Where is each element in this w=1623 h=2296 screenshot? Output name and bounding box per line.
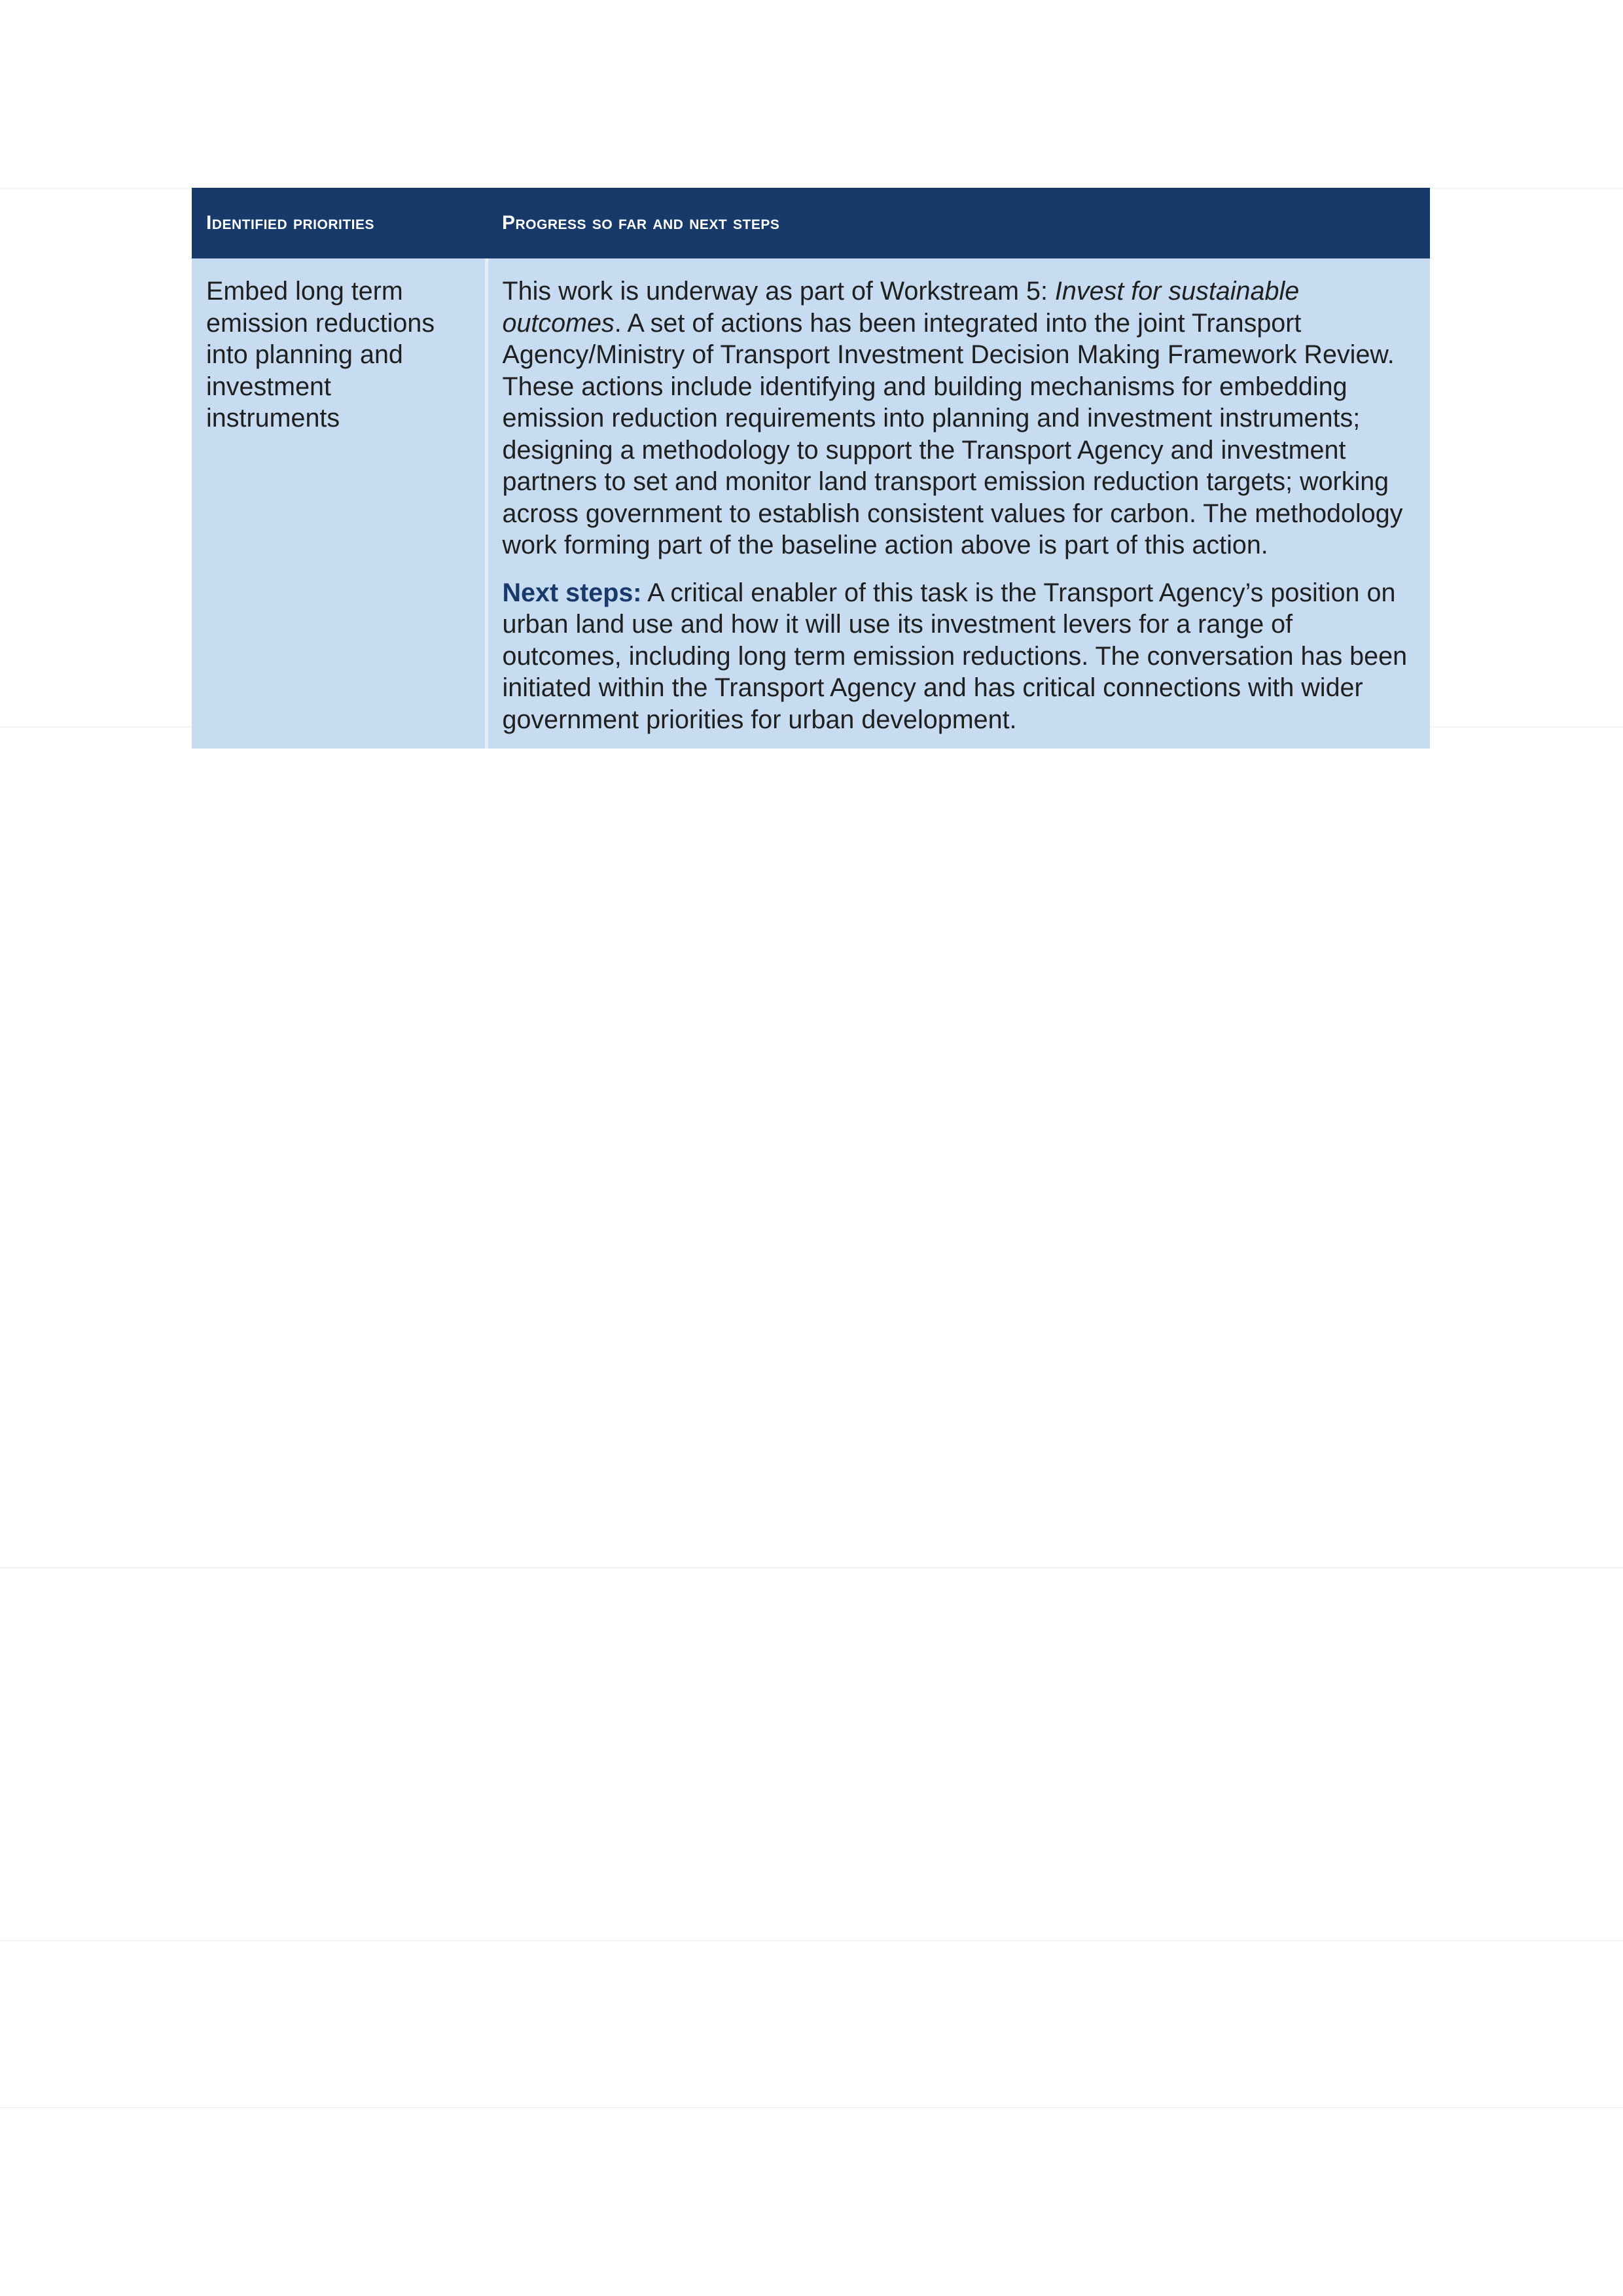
progress-body: . A set of actions has been integrated into the joint Transport Agency/Ministry of Transport Investment Decision Making Framework Review. These actions include identifying and building mechanisms for embedding emission reduction requirements into planning and investment instruments; designing a methodology to support the Transport Agency and investment partners to set and monitor land transport emission reduction targets; working across government to establish consistent values for carbon. The methodology work forming part of the baseline action above is part of this action.	[502, 308, 1403, 559]
next-steps-text: A critical enabler of this task is the Transport Agency’s position on urban land use and how it will use its investment levers for a range of outcomes, including long term emission reductions. The conversation has been initiated within the Transport Agency and has critical connections with wider government priorities for urban development.	[502, 578, 1408, 734]
next-steps-paragraph	[503, 577, 1416, 736]
next-steps-label-next: Next	[502, 578, 559, 607]
scan-line	[0, 1567, 1623, 1568]
workstream-title: Invest for sustainable outcomes	[502, 277, 1300, 338]
progress-intro: This work is underway as part of Workstream 5:	[502, 277, 1055, 306]
table-row	[192, 258, 1430, 749]
priorities-table	[192, 188, 1430, 749]
table-header-row	[192, 188, 1430, 258]
priorities-table-container	[192, 188, 1430, 749]
priority-cell: Embed long term emission reductions into planning and investment instruments	[192, 258, 486, 749]
scan-line	[0, 1940, 1623, 1941]
next-steps-label-steps: steps:	[565, 578, 642, 607]
header-progress-next-steps: Progress so far and next steps	[486, 188, 1430, 258]
header-identified-priorities: Identified priorities	[192, 188, 486, 258]
progress-cell	[486, 258, 1430, 749]
progress-paragraph	[503, 275, 1416, 561]
scan-line	[0, 2107, 1623, 2108]
